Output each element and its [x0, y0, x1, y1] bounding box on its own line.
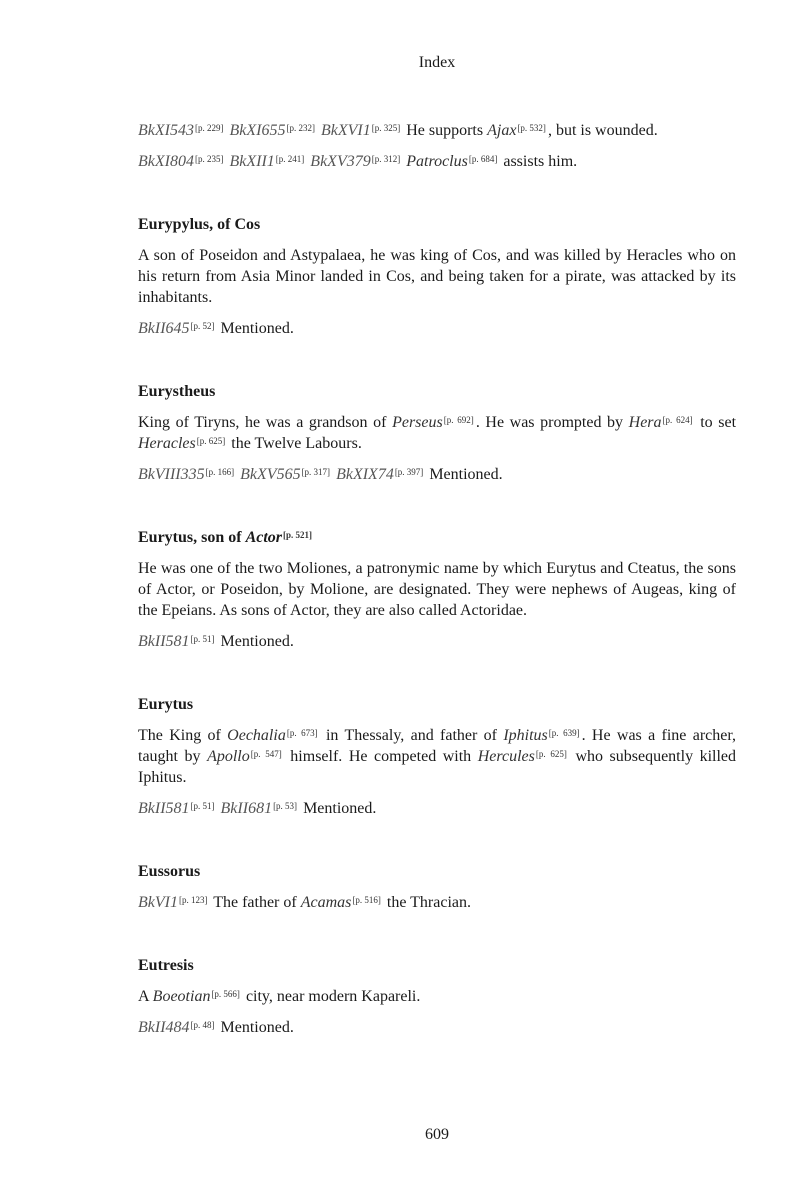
page-ref[interactable]: [p. 639] — [548, 728, 580, 738]
entry-heading: Eurypylus, of Cos — [138, 216, 261, 233]
name-link[interactable]: Oechalia — [227, 727, 286, 744]
entry-text: Mentioned. — [220, 1019, 294, 1036]
entry-heading — [138, 527, 736, 548]
page-ref[interactable]: [p. 312] — [371, 154, 401, 164]
name-link[interactable]: Ajax — [487, 122, 517, 139]
page-ref[interactable]: [p. 624] — [662, 415, 693, 425]
page-ref[interactable]: [p. 516] — [352, 895, 381, 905]
entry-text: The father of — [213, 894, 297, 911]
index-entry-eurytus — [138, 694, 736, 819]
name-link[interactable]: Patroclus — [406, 153, 468, 170]
entry-heading: Eurystheus — [138, 383, 216, 400]
page-ref[interactable]: [p. 625] — [196, 436, 226, 446]
index-entry-eurypylus — [138, 214, 736, 339]
entry-heading: Eussorus — [138, 863, 201, 880]
name-link[interactable]: Boeotian — [152, 988, 211, 1005]
page-ref[interactable]: [p. 166] — [205, 467, 235, 477]
page-number: 609 — [425, 1126, 449, 1143]
name-link[interactable]: Perseus — [392, 414, 443, 431]
book-ref[interactable]: BkII581 — [138, 633, 190, 650]
entry-text: himself. He competed with — [290, 748, 472, 765]
book-ref[interactable]: BkXV565 — [240, 466, 301, 483]
book-ref[interactable]: BkII645 — [138, 320, 190, 337]
page-ref[interactable]: [p. 53] — [273, 801, 298, 811]
page-ref[interactable]: [p. 673] — [286, 728, 318, 738]
page-ref[interactable]: [p. 52] — [190, 321, 215, 331]
name-link[interactable]: Acamas — [300, 894, 352, 911]
entry-description — [138, 725, 736, 788]
index-entry-eutresis — [138, 955, 736, 1038]
name-link[interactable]: Apollo — [207, 748, 250, 765]
entry-text: to set — [700, 414, 737, 431]
page-ref[interactable]: [p. 123] — [178, 895, 208, 905]
book-ref[interactable]: BkXI655 — [229, 122, 286, 139]
continuation-paragraph-1 — [138, 120, 736, 141]
page-ref[interactable]: [p. 684] — [468, 154, 498, 164]
entry-text: city, near modern Kapareli. — [245, 988, 421, 1005]
entry-text: A — [138, 988, 149, 1005]
page-ref[interactable]: [p. 692] — [443, 415, 474, 425]
entry-text: Mentioned. — [220, 320, 294, 337]
page-ref[interactable]: [p. 397] — [394, 467, 424, 477]
index-content — [138, 120, 736, 1038]
entry-text: . He was prompted by — [475, 414, 624, 431]
page-ref[interactable]: [p. 521] — [283, 530, 313, 540]
entry-text: The King of — [138, 727, 221, 744]
book-ref[interactable]: BkXIX74 — [336, 466, 394, 483]
entry-text: the Twelve Labours. — [231, 435, 362, 452]
running-head: Index — [418, 54, 456, 71]
page-ref[interactable]: [p. 532] — [517, 123, 546, 133]
book-ref[interactable]: BkXII1 — [229, 153, 275, 170]
index-entry-eurytus-son-of-actor — [138, 527, 736, 652]
entry-text: Mentioned. — [303, 800, 377, 817]
continuation-paragraph-2 — [138, 151, 736, 172]
entry-text: King of Tiryns, he was a grandson of — [138, 414, 387, 431]
page-ref[interactable]: [p. 235] — [194, 154, 224, 164]
entry-references — [138, 318, 736, 339]
page-ref[interactable]: [p. 325] — [371, 123, 401, 133]
index-entry-eussorus — [138, 861, 736, 913]
entry-references — [138, 798, 736, 819]
heading-text: Eurytus, son of — [138, 529, 242, 546]
entry-heading: Eutresis — [138, 957, 194, 974]
book-ref[interactable]: BkXV379 — [310, 153, 371, 170]
entry-text: He supports — [406, 122, 484, 139]
entry-references — [138, 464, 736, 485]
entry-text: assists him. — [503, 153, 578, 170]
entry-description — [138, 412, 736, 454]
book-ref[interactable]: BkII681 — [220, 800, 273, 817]
page-ref[interactable]: [p. 566] — [211, 989, 240, 999]
page-ref[interactable]: [p. 51] — [190, 634, 215, 644]
book-page — [138, 0, 736, 1200]
page-ref[interactable]: [p. 229] — [194, 123, 224, 133]
entry-description: He was one of the two Moliones, a patronymic name by which Eurytus and Cteatus, the sons of Actor, or Poseidon, by Molione, are designated. They were nephews of Augeas, king of the Epeians. As sons of Actor, they are also called Actoridae. — [138, 560, 736, 619]
entry-text: Mentioned. — [429, 466, 503, 483]
page-ref[interactable]: [p. 625] — [535, 749, 567, 759]
name-link[interactable]: Iphitus — [503, 727, 548, 744]
entry-description: A son of Poseidon and Astypalaea, he was king of Cos, and was killed by Heracles who on his return from Asia Minor landed in Cos, and being taken for a pirate, was attacked by its inhabitants. — [138, 247, 736, 306]
book-ref[interactable]: BkII484 — [138, 1019, 190, 1036]
page-ref[interactable]: [p. 241] — [275, 154, 305, 164]
book-ref[interactable]: BkXVI1 — [320, 122, 371, 139]
entry-description — [138, 986, 736, 1007]
entry-references — [138, 631, 736, 652]
page-ref[interactable]: [p. 547] — [250, 749, 282, 759]
entry-text: , but is wounded. — [547, 122, 658, 139]
entry-references — [138, 1017, 736, 1038]
book-ref[interactable]: BkII581 — [138, 800, 190, 817]
page-ref[interactable]: [p. 51] — [190, 801, 215, 811]
page-ref[interactable]: [p. 232] — [286, 123, 315, 133]
index-entry-eurystheus — [138, 381, 736, 485]
name-link[interactable]: Heracles — [138, 435, 196, 452]
book-ref[interactable]: BkVI1 — [138, 894, 178, 911]
book-ref[interactable]: BkVIII335 — [138, 466, 205, 483]
page-ref[interactable]: [p. 317] — [301, 467, 331, 477]
entry-text: . He was a fine archer, taught by — [138, 727, 737, 765]
entry-text: in Thessaly, and father of — [325, 727, 497, 744]
name-link[interactable]: Hercules — [477, 748, 535, 765]
entry-text: the Thracian. — [386, 894, 471, 911]
name-link[interactable]: Hera — [628, 414, 662, 431]
entry-heading: Eurytus — [138, 696, 194, 713]
name-link[interactable]: Actor — [245, 529, 283, 546]
book-ref[interactable]: BkXI804 — [138, 153, 194, 170]
entry-text: who subsequently killed Iphitus. — [138, 748, 737, 786]
book-ref[interactable]: BkXI543 — [138, 122, 194, 139]
entry-text: Mentioned. — [220, 633, 294, 650]
entry-references — [138, 892, 736, 913]
page-ref[interactable]: [p. 48] — [190, 1020, 215, 1030]
